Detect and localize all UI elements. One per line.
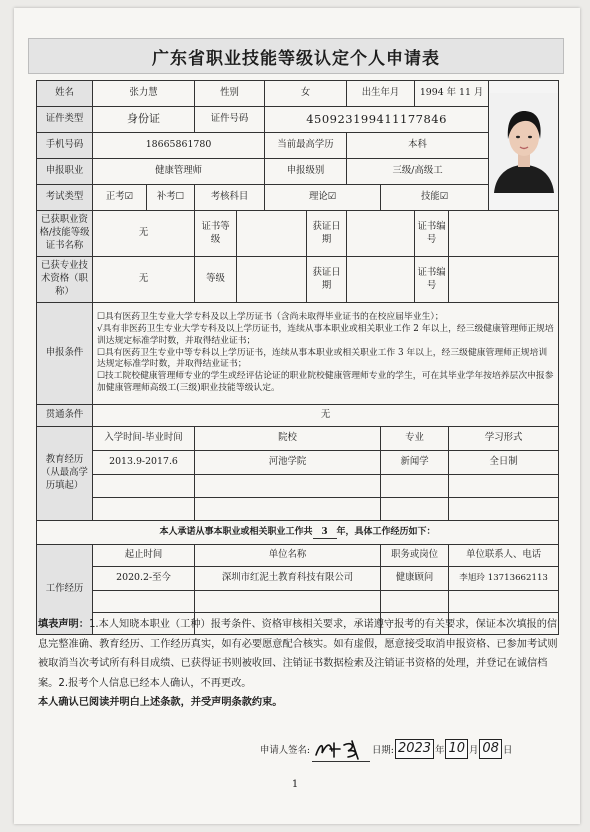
condition-item: ☐具有医药卫生专业中等专科以上学历证书，连续从事本职业或相关职业工作 3 年以上，经三级健康管理师正规培训达规定标准学时数，并取得结业证书； — [97, 347, 548, 370]
subject-label: 考核科目 — [195, 185, 265, 211]
declaration — [38, 615, 558, 713]
edu-row-major: 新闻学 — [381, 451, 449, 475]
condition-item: ☐技工院校健康管理师专业的学生或经评估论证的职业院校健康管理师专业的学生，可在其毕业学年按培养层次申报参加健康管理师高级工(三级)职业技能等级认定。 — [97, 371, 554, 394]
pro-obtain-date-label: 获证日期 — [307, 257, 347, 303]
condition-item: ☐具有医药卫生专业大学专科及以上学历证书（含尚未取得毕业证书的在校应届毕业生）； — [97, 311, 444, 322]
pro-obtain-date-value — [347, 257, 415, 303]
work-row-time: 2020.2-至今 — [93, 567, 195, 591]
handwritten-signature-icon — [312, 737, 370, 761]
conditions-list — [93, 303, 559, 405]
edu-empty-cell — [449, 498, 559, 521]
work-row-position: 健康顾问 — [381, 567, 449, 591]
sign-month-unit: 月 — [469, 745, 479, 756]
work-promise — [37, 521, 559, 545]
declaration-body: 1.本人知晓本职业（工种）报考条件、资格审核相关要求，承诺遵守报考的有关要求，保证本次填报的信息完整准确、教育经历、工作经历真实，如有必要愿意配合核实。如有虚假，愿意接受取消申报资格、已参加考试则被取消当次考试所有科目成绩、已获得证书则被收回、注销证书数据检索及注销证书资格的处理，并登记在诚信档案。2.报考个人信息已经本人确认，不再更改。 — [38, 619, 558, 689]
conditions-label: 申报条件 — [37, 303, 93, 405]
work-header-position: 职务或岗位 — [381, 545, 449, 567]
theory-checkbox[interactable]: 理论☑ — [265, 185, 381, 211]
edu-empty-cell — [93, 475, 195, 498]
cert-qual-value: 无 — [93, 211, 195, 257]
birth-value: 1994 年 11 月 — [415, 81, 489, 107]
edu-label: 教育经历（从最高学历填起） — [37, 427, 93, 521]
exam-regular-checkbox[interactable]: 正考☑ — [93, 185, 147, 211]
sign-day-unit: 日 — [502, 745, 513, 756]
edu-empty-cell — [449, 475, 559, 498]
edu-empty-cell — [195, 498, 381, 521]
page-number: 1 — [291, 779, 299, 790]
edu-header-major: 专业 — [381, 427, 449, 451]
pro-qual-value: 无 — [93, 257, 195, 303]
exam-type-label: 考试类型 — [37, 185, 93, 211]
id-no-value: 450923199411177846 — [265, 107, 489, 133]
edu-header-time: 入学时间-毕业时间 — [93, 427, 195, 451]
sign-date-label: 日期: — [372, 745, 394, 756]
cert-no-label: 证书编号 — [415, 211, 449, 257]
job-value: 健康管理师 — [93, 159, 265, 185]
skill-checkbox[interactable]: 技能☑ — [381, 185, 489, 211]
sign-month-box[interactable]: 10 — [445, 739, 468, 759]
declaration-lead: 填表声明： — [38, 619, 89, 630]
job-label: 申报职业 — [37, 159, 93, 185]
gender-label: 性别 — [195, 81, 265, 107]
level-value: 三级/高级工 — [347, 159, 489, 185]
work-empty-cell — [381, 591, 449, 613]
cert-qual-label: 已获职业资格/技能等级证书名称 — [37, 211, 93, 257]
edu-header-form: 学习形式 — [449, 427, 559, 451]
name-value: 张力慧 — [93, 81, 195, 107]
condition-item: √具有非医药卫生专业大学专科及以上学历证书，连续从事本职业或相关职业工作 2 年以上，经三级健康管理师正规培训达规定标准学时数，并取得结业证书； — [97, 323, 554, 346]
phone-label: 手机号码 — [37, 133, 93, 159]
education-label: 当前最高学历 — [265, 133, 347, 159]
id-no-label: 证件号码 — [195, 107, 265, 133]
edu-row-form: 全日制 — [449, 451, 559, 475]
work-header-contact: 单位联系人、电话 — [449, 545, 559, 567]
declaration-confirm: 本人确认已阅读并明白上述条款，并受声明条款约束。 — [38, 697, 283, 708]
work-label: 工作经历 — [37, 545, 93, 635]
edu-empty-cell — [381, 475, 449, 498]
birth-label: 出生年月 — [347, 81, 415, 107]
work-empty-cell — [195, 591, 381, 613]
edu-empty-cell — [195, 475, 381, 498]
edu-row-school: 河池学院 — [195, 451, 381, 475]
edu-empty-cell — [93, 498, 195, 521]
phone-value: 18665861780 — [93, 133, 265, 159]
work-header-company: 单位名称 — [195, 545, 381, 567]
name-label: 姓名 — [37, 81, 93, 107]
edu-header-school: 院校 — [195, 427, 381, 451]
sign-label: 申请人签名: — [260, 745, 311, 756]
pro-level-value — [237, 257, 307, 303]
gender-value: 女 — [265, 81, 347, 107]
obtain-date-value — [347, 211, 415, 257]
signature-field[interactable] — [312, 737, 370, 762]
sign-year-unit: 年 — [435, 745, 445, 756]
work-row-company: 深圳市红泥土教育科技有限公司 — [195, 567, 381, 591]
pro-cert-no-value — [449, 257, 559, 303]
id-type-value: 身份证 — [93, 107, 195, 133]
promise-prefix: 本人承诺从事本职业或相关职业工作共 — [159, 526, 313, 537]
work-row-contact: 李旭玲 13713662113 — [449, 567, 559, 591]
applicant-photo — [489, 81, 559, 211]
through-value: 无 — [93, 405, 559, 427]
portrait-image — [490, 93, 558, 193]
pro-cert-no-label: 证书编号 — [415, 257, 449, 303]
work-header-time: 起止时间 — [93, 545, 195, 567]
cert-level-label: 证书等级 — [195, 211, 237, 257]
level-label: 申报级别 — [265, 159, 347, 185]
exam-makeup-checkbox[interactable]: 补考☐ — [147, 185, 195, 211]
application-table — [36, 80, 559, 635]
edu-row-time: 2013.9-2017.6 — [93, 451, 195, 475]
promise-suffix: 年，具体工作经历如下： — [336, 526, 436, 537]
signature-row — [260, 737, 560, 761]
work-empty-cell — [449, 591, 559, 613]
obtain-date-label: 获证日期 — [307, 211, 347, 257]
pro-level-label: 等级 — [195, 257, 237, 303]
id-type-label: 证件类型 — [37, 107, 93, 133]
page-title: 广东省职业技能等级认定个人申请表 — [28, 38, 564, 74]
promise-years: 3 — [313, 526, 337, 539]
cert-no-value — [449, 211, 559, 257]
sign-day-box[interactable]: 08 — [479, 739, 502, 759]
edu-empty-cell — [381, 498, 449, 521]
sign-year-box[interactable]: 2023 — [395, 739, 434, 759]
cert-level-value — [237, 211, 307, 257]
work-empty-cell — [93, 591, 195, 613]
through-label: 贯通条件 — [37, 405, 93, 427]
education-value: 本科 — [347, 133, 489, 159]
pro-qual-label: 已获专业技术资格（职称） — [37, 257, 93, 303]
